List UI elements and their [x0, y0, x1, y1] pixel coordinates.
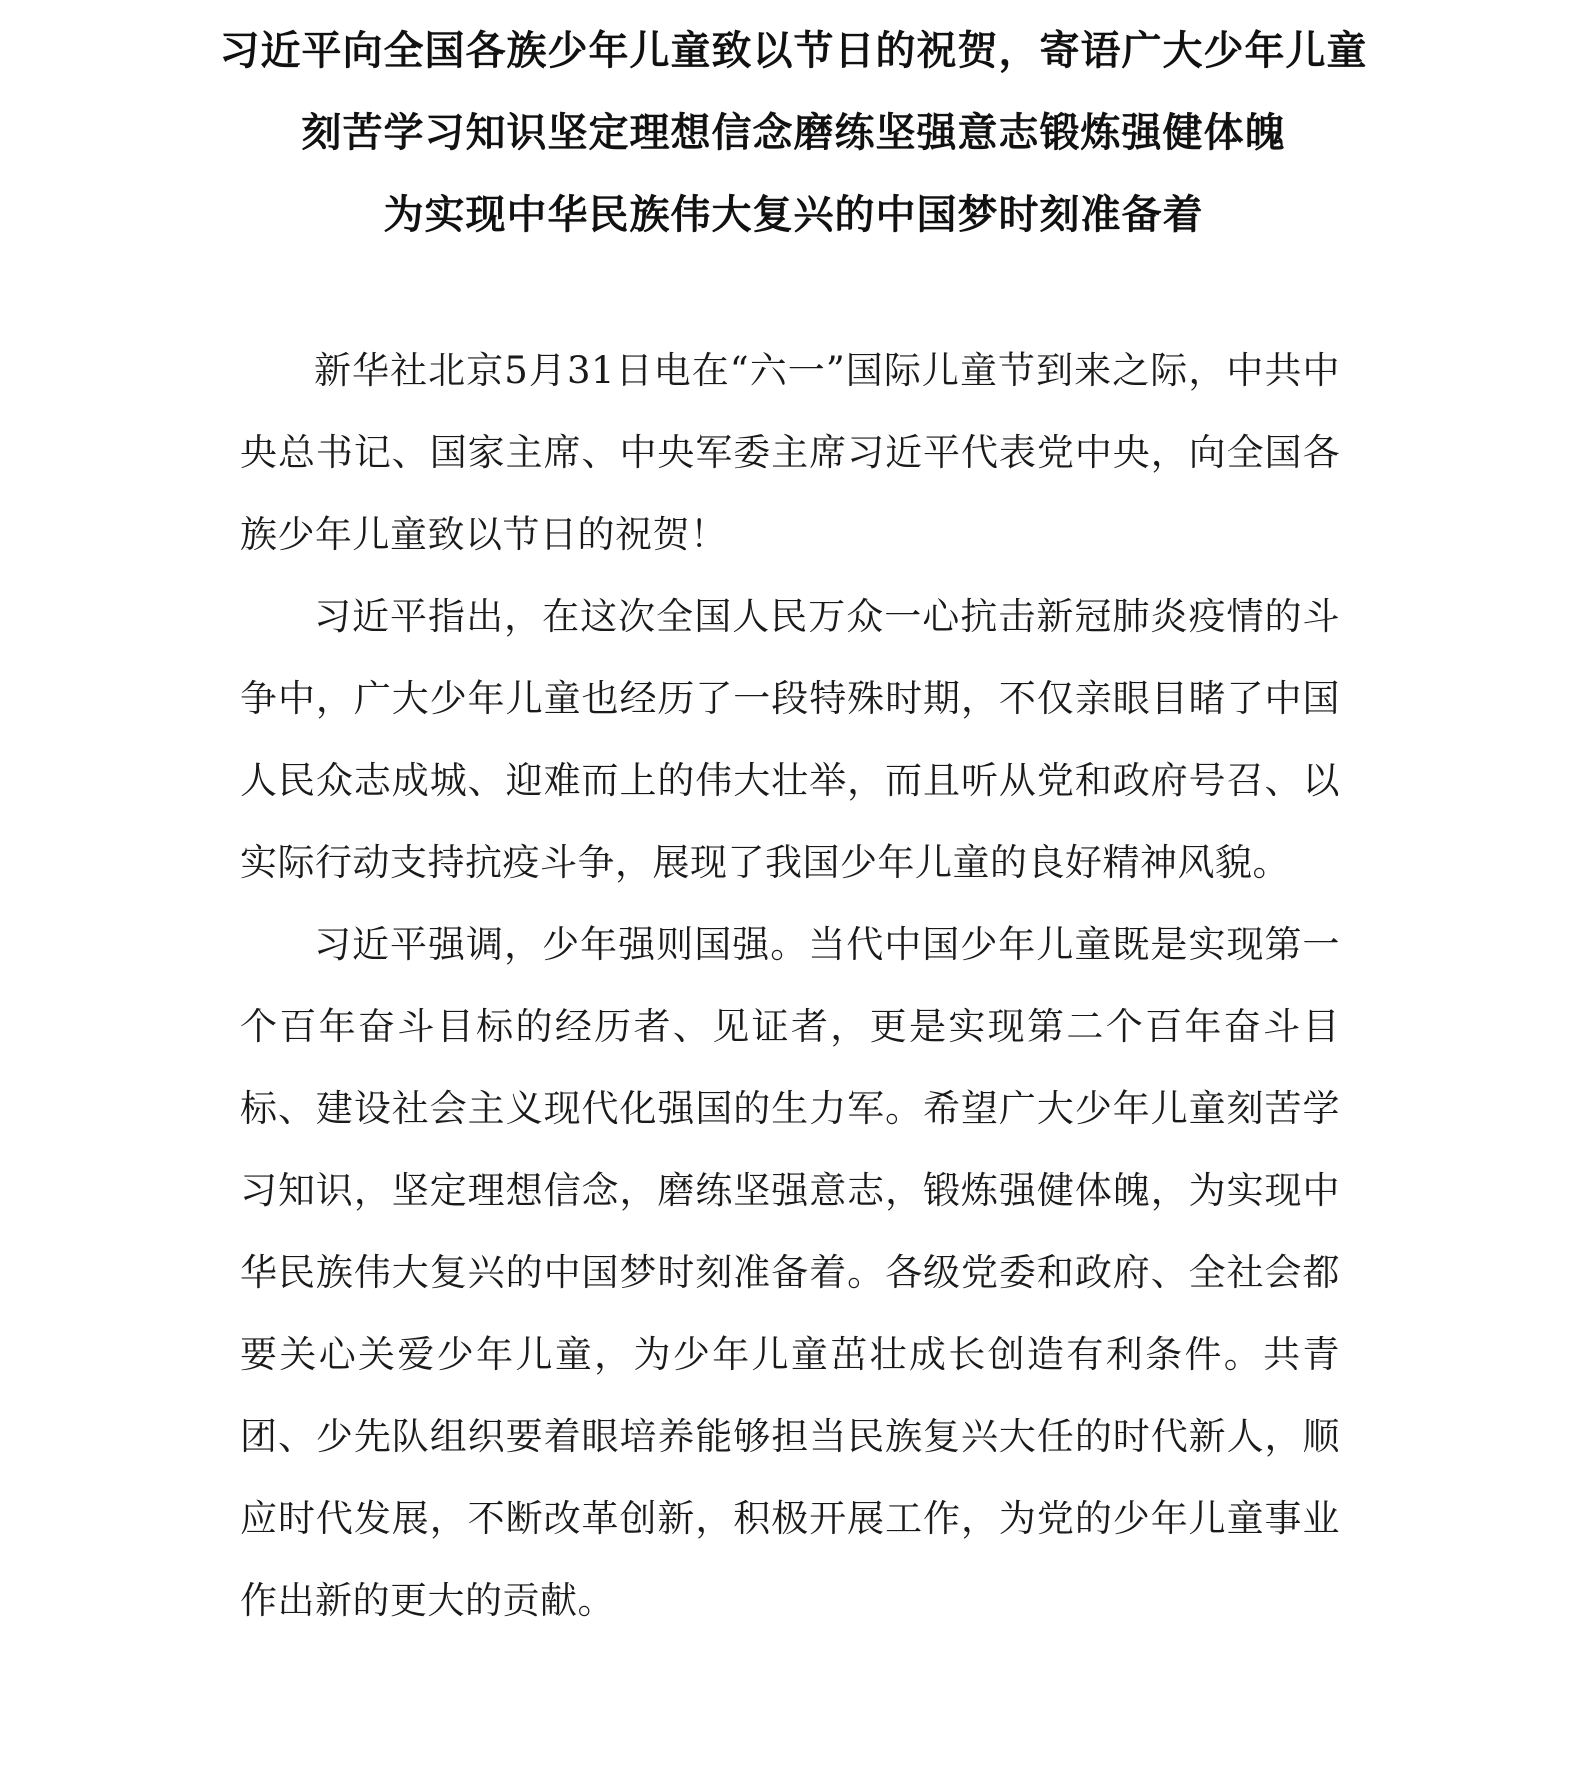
document-body — [240, 330, 1340, 1642]
paragraph-2: 习近平指出，在这次全国人民万众一心抗击新冠肺炎疫情的斗争中，广大少年儿童也经历了一段特殊时期，不仅亲眼目睹了中国人民众志成城、迎难而上的伟大壮举，而且听从党和政府号召、以实际行动支持抗疫斗争，展现了我国少年儿童的良好精神风貌。 — [240, 595, 1340, 884]
paragraph-3: 习近平强调，少年强则国强。当代中国少年儿童既是实现第一个百年奋斗目标的经历者、见证者，更是实现第二个百年奋斗目标、建设社会主义现代化强国的生力军。希望广大少年儿童刻苦学习知识，坚定理想信念，磨练坚强意志，锻炼强健体魄，为实现中华民族伟大复兴的中国梦时刻准备着。各级党委和政府、全社会都要关心关爱少年儿童，为少年儿童茁壮成长创造有利条件。共青团、少先队组织要着眼培养能够担当民族复兴大任的时代新人，顺应时代发展，不断改革创新，积极开展工作，为党的少年儿童事业作出新的更大的贡献。 — [240, 923, 1340, 1622]
title-line-2: 刻苦学习知识坚定理想信念磨练坚强意志锻炼强健体魄 — [301, 109, 1286, 156]
title-line-3: 为实现中华民族伟大复兴的中国梦时刻准备着 — [383, 191, 1204, 238]
document-title — [0, 10, 1587, 256]
title-line-1: 习近平向全国各族少年儿童致以节日的祝贺，寄语广大少年儿童 — [219, 27, 1368, 74]
paragraph-1: 新华社北京5月31日电在“六一”国际儿童节到来之际，中共中央总书记、国家主席、中央军委主席习近平代表党中央，向全国各族少年儿童致以节日的祝贺！ — [240, 349, 1340, 556]
